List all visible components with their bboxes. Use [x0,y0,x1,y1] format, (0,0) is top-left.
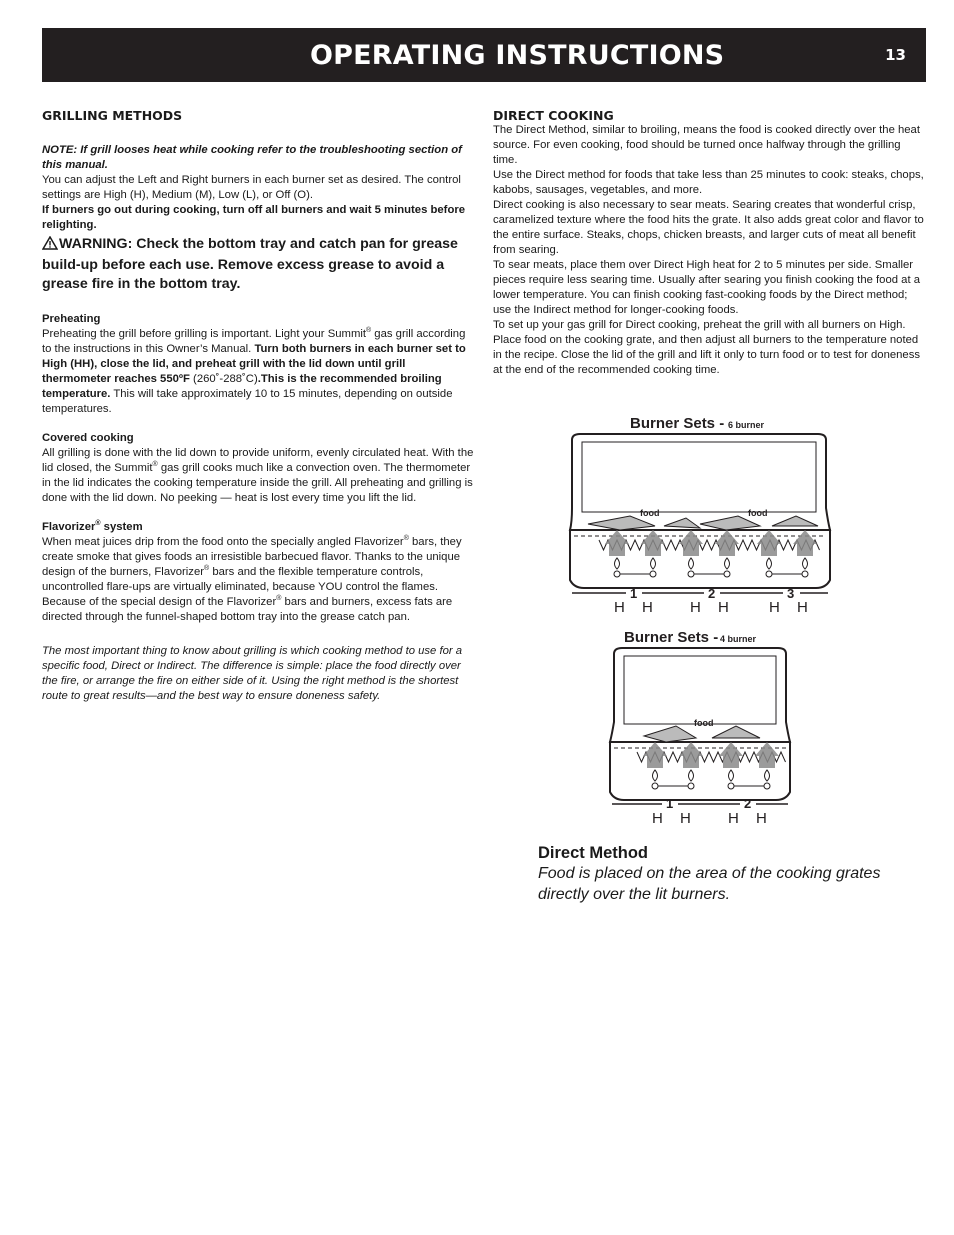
page-header [42,28,926,82]
closing-paragraph: The most important thing to know about grilling is which cooking method to use for a specific food, Direct or Indirect. The difference is simple: place the food directly over the fire, or arrange the fire on either side of it. Using the right method is the shortest route to great results—and the best way to ensure doneness safety. [42,645,463,702]
registered-mark: ® [403,535,409,543]
burner-set-number: 1 [666,796,674,811]
registered-mark: ® [366,327,372,335]
relight-warning: If burners go out during cooking, turn off all burners and wait 5 minutes before relighting. [42,204,466,231]
flavorizer-text-1: When meat juices drip from the food onto the specially angled Flavorizer [42,536,404,548]
preheating-text-3: This will take approximately 10 to 15 minutes, depending on outside temperatures. [42,388,453,415]
burner-setting: H [718,599,729,616]
left-column [42,108,476,704]
burner-port [766,571,772,577]
burner-port [614,571,620,577]
registered-mark: ® [276,595,282,603]
preheating-bold-2: .This is the recommended broiling temperature. [42,373,442,400]
direct-paragraph-3: Direct cooking is also necessary to sear meats. Searing creates that wonderful crisp, caramelized texture where the food hits the grate. It also adds great color and flavor to the entire surface. Steaks, chops, chicken breasts, and larger cuts of meat all benefit from searing. [493,199,924,256]
flavorizer-text-3: bars and the flexible temperature controls, uncontrolled flare-ups are virtually eliminated, because YOU control the flames. Because of the special design of the Flavorizer [42,566,439,608]
preheating-heading: Preheating [42,313,101,325]
direct-paragraph-5: To set up your gas grill for Direct cooking, preheat the grill with all burners on High. Place food on the cooking grate, and then adjust all burners to the temperature noted in the recipe. Close the lid of the grill and lift it only to turn food or to test for doneness at the end of the recommended cooking time. [493,319,921,376]
burner-set-number: 3 [787,586,795,601]
burner-port [650,571,656,577]
burner-port [764,783,770,789]
burner-setting: H [756,810,767,827]
direct-method-caption [538,843,898,905]
food-label: food [694,718,714,728]
flavorizer-heading [42,520,476,535]
preheating-text [42,327,476,417]
burner-port [688,783,694,789]
grill-lid [570,434,830,530]
burner-setting: H [690,599,701,616]
preheating-temp: (260˚-288˚C) [189,373,258,385]
burner-port [724,571,730,577]
covered-text-1: All grilling is done with the lid down to provide uniform, evenly circulated heat. With the lid closed, the Summit [42,447,474,474]
burner-set-number: 1 [630,586,638,601]
burner-setting: H [728,810,739,827]
flavorizer-text [42,535,476,625]
burner-setting: H [797,599,808,616]
food-label: food [748,508,768,518]
troubleshooting-note: NOTE: If grill looses heat while cooking refer to the troubleshooting section of this manual. [42,144,462,171]
registered-mark: ® [95,520,101,528]
right-column [493,108,927,378]
grease-warning-text: WARNING: Check the bottom tray and catch pan for grease build-up before each use. Remove excess grease to avoid a grease fire in the bottom tray. [42,236,458,292]
diagram6-subtitle: 6 burner [728,420,765,430]
registered-mark: ® [152,461,158,469]
direct-paragraph-4: To sear meats, place them over Direct High heat for 2 to 5 minutes per side. Smaller pieces require less searing time. Usually after searing you finish cooking the food at a lower temperature. You can finish cooking fast-cooking foods by the Direct method; use the Indirect method for longer-cooking foods. [493,259,920,316]
flavorizer-text-2: bars, they create smoke that gives foods an irresistible barbecued flavor. Thanks to the unique design of the burners, Flavorizer [42,536,462,578]
covered-text-2: gas grill cooks much like a convection oven. The thermometer in the lid indicates the cooking temperature inside the grill. All preheating and grilling is done with the lid down. No peeking — heat is lost every time you lift the lid. [42,462,473,504]
burner-control-intro: You can adjust the Left and Right burners in each burner set as desired. The control settings are High (H), Medium (M), Low (L), or Off (O). [42,174,461,201]
four-burner-diagram [600,626,800,830]
food-label: food [640,508,660,518]
burner-port [802,571,808,577]
grilling-methods-heading: GRILLING METHODS [42,108,183,123]
direct-paragraph-1: The Direct Method, similar to broiling, means the food is cooked directly over the heat source. For even cooking, food should be turned once halfway through the grilling time. [493,124,920,166]
page-number: 13 [885,46,906,64]
burner-set-number: 2 [744,796,752,811]
burner-setting: H [769,599,780,616]
six-burner-diagram [560,412,840,618]
burner-setting: H [680,810,691,827]
flavorizer-title-suffix: system [100,521,143,533]
preheating-text-1: Preheating the grill before grilling is important. Light your Summit [42,328,366,340]
covered-cooking-text [42,446,476,506]
burner-set-number: 2 [708,586,716,601]
burner-setting: H [652,810,663,827]
diagram4-title: Burner Sets - [624,629,719,646]
registered-mark: ® [204,565,210,573]
page-title: OPERATING INSTRUCTIONS [310,40,725,71]
preheating-text-2: gas grill according to the instructions in this Owner’s Manual. [42,328,466,355]
burner-setting: H [642,599,653,616]
caption-title: Direct Method [538,844,649,862]
flavorizer-text-4: bars and burners, excess fats are directed through the funnel-shaped bottom tray into the grease catch pan. [42,596,453,623]
grease-warning [42,235,476,294]
burner-port [652,783,658,789]
direct-paragraph-2: Use the Direct method for foods that take less than 25 minutes to cook: steaks, chops, kabobs, sausages, vegetables, and more. [493,169,924,196]
burner-setting: H [614,599,625,616]
burner-port [728,783,734,789]
burner-port [688,571,694,577]
direct-cooking-heading: DIRECT COOKING [493,108,614,123]
preheating-bold-1: Turn both burners in each burner set to High (HH), close the lid, and preheat grill with the lid down until grill thermometer reaches 550ºF [42,343,466,385]
warning-triangle-icon [42,236,58,256]
diagram6-title: Burner Sets - [630,415,725,432]
grill-body [570,530,830,588]
covered-cooking-heading: Covered cooking [42,432,134,444]
flavorizer-title: Flavorizer [42,521,96,533]
caption-text: Food is placed on the area of the cooking grates directly over the lit burners. [538,865,881,903]
diagram4-subtitle: 4 burner [720,634,757,644]
